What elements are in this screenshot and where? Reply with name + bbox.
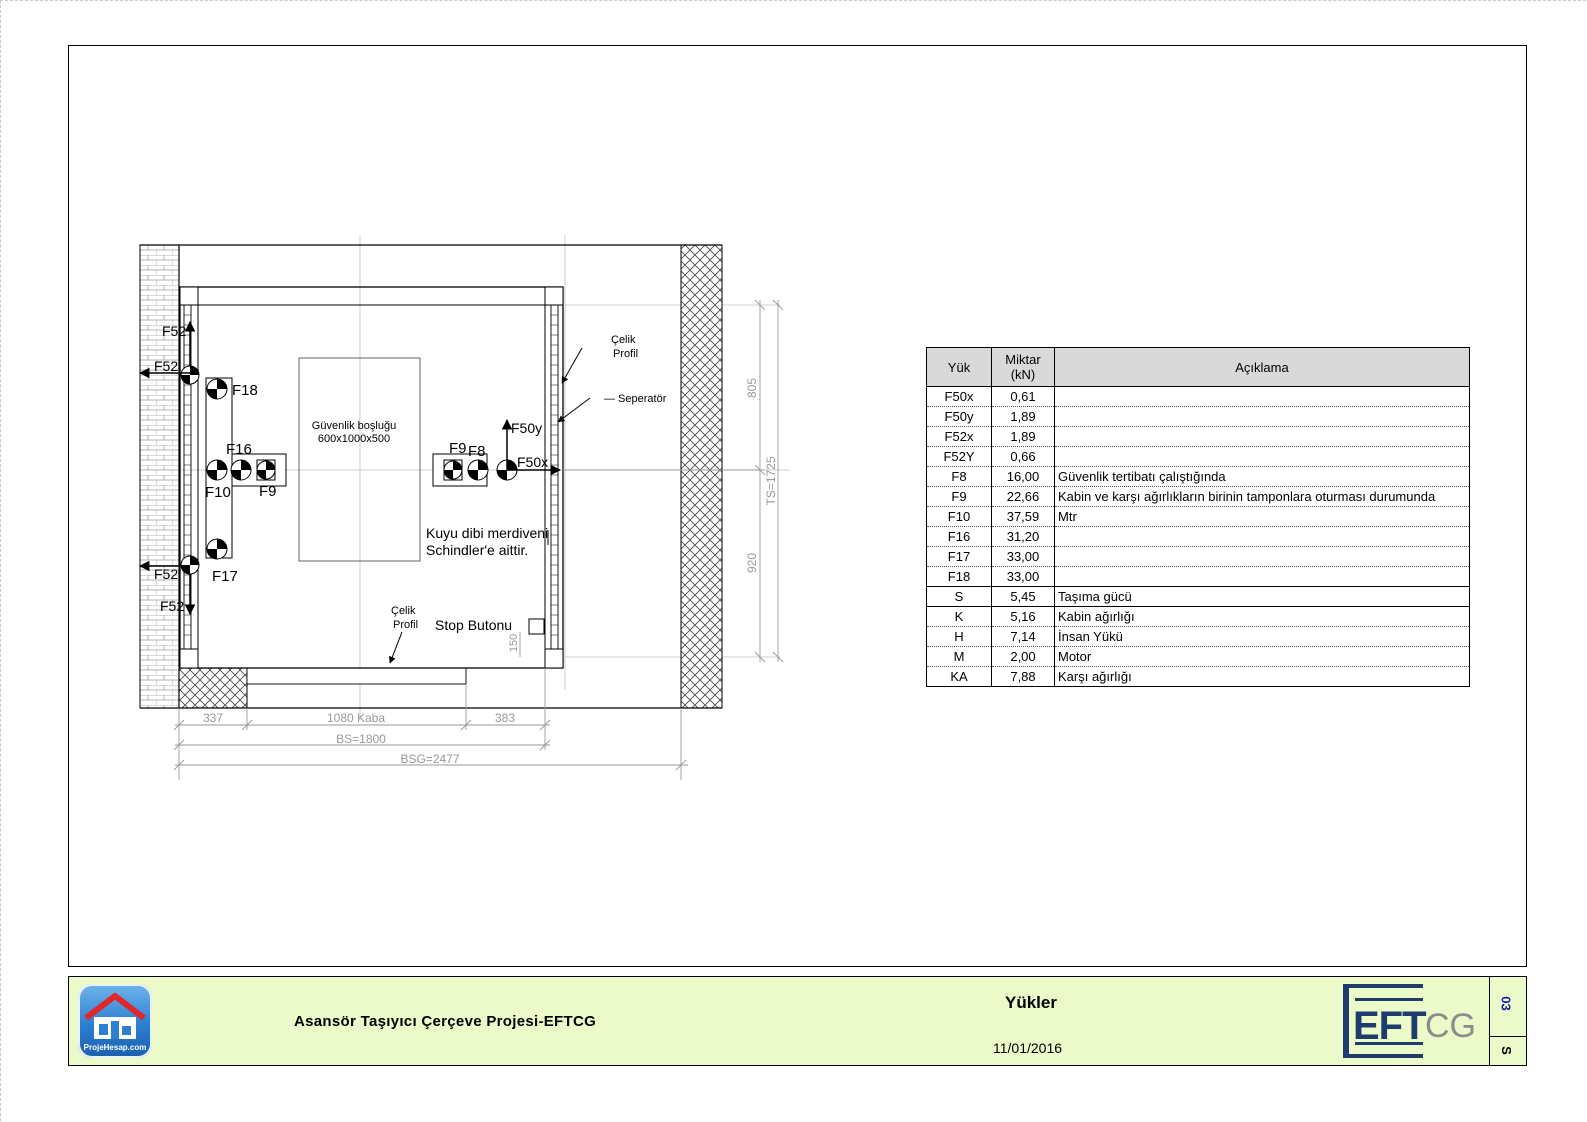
right-concrete-wall (681, 245, 722, 708)
row-amount: 7,88 (992, 667, 1055, 687)
dim-bs: BS=1800 (336, 732, 386, 746)
label-separator: — Seperatör (604, 393, 667, 405)
table-row (927, 467, 1470, 487)
row-amount: 16,00 (992, 467, 1055, 487)
row-description (1055, 407, 1470, 427)
row-description: İnsan Yükü (1055, 627, 1470, 647)
row-load: F16 (927, 527, 992, 547)
row-load: K (927, 607, 992, 627)
row-description: Kabin ağırlığı (1055, 607, 1470, 627)
row-amount: 37,59 (992, 507, 1055, 527)
table-row (927, 507, 1470, 527)
sheet-number: 03 (1498, 996, 1514, 1011)
row-description: Kabin ve karşı ağırlıkların birinin tamponlara oturması durumunda (1055, 487, 1470, 507)
sheet-code: S (1498, 1046, 1514, 1055)
projehesap-logo-text: ProjeHesap.com (83, 1043, 147, 1052)
header-amount-line2: (kN) (1010, 367, 1036, 382)
label-pit-ladder-2: Schindler'e aittir. (426, 542, 529, 558)
label-f8: F8 (468, 443, 486, 460)
table-row (927, 447, 1470, 467)
label-f10: F10 (205, 484, 231, 501)
door-opening (247, 668, 466, 684)
label-steel-profile-bottom-2: Profil (393, 619, 419, 631)
label-pit-ladder-1: Kuyu dibi merdiveni (426, 525, 549, 541)
row-description: Güvenlik tertibatı çalıştığında (1055, 467, 1470, 487)
sheet-code-cell (1489, 977, 1526, 1065)
row-amount: 1,89 (992, 407, 1055, 427)
sheet-title: Yükler (1005, 993, 1057, 1012)
label-f9-right: F9 (449, 440, 467, 457)
loads-table (926, 347, 1470, 687)
label-f50y: F50y (511, 420, 543, 436)
safety-space-box (299, 358, 420, 561)
row-amount: 2,00 (992, 647, 1055, 667)
row-description: Motor (1055, 647, 1470, 667)
table-row (927, 427, 1470, 447)
row-load: F52Y (927, 447, 992, 467)
row-amount: 31,20 (992, 527, 1055, 547)
row-load: F8 (927, 467, 992, 487)
row-amount: 0,61 (992, 387, 1055, 407)
row-amount: 33,00 (992, 567, 1055, 587)
label-f50x: F50x (517, 454, 549, 470)
row-load: F52x (927, 427, 992, 447)
header-description: Açıklama (1055, 348, 1470, 387)
dim-383: 383 (494, 711, 516, 725)
sheet-date: 11/01/2016 (993, 1040, 1063, 1056)
row-amount: 5,45 (992, 587, 1055, 607)
table-row (927, 387, 1470, 407)
label-stop-button: Stop Butonu (435, 617, 513, 633)
eftcg-logo-cg: CG (1425, 1007, 1476, 1045)
row-load: F10 (927, 507, 992, 527)
table-row (927, 527, 1470, 547)
label-steel-profile-bottom-1: Çelik (391, 605, 416, 617)
row-description (1055, 547, 1470, 567)
label-f52-bottom: F52 (160, 598, 185, 614)
row-description (1055, 447, 1470, 467)
label-steel-profile-top-1: Çelik (611, 334, 636, 346)
dim-337: 337 (202, 711, 224, 725)
row-amount: 1,89 (992, 427, 1055, 447)
title-block (68, 976, 1527, 1066)
table-row (927, 547, 1470, 567)
table-row (927, 407, 1470, 427)
dim-ts: TS=1725 (764, 456, 778, 506)
row-description (1055, 527, 1470, 547)
row-description (1055, 567, 1470, 587)
row-load: S (927, 587, 992, 607)
table-row (927, 627, 1470, 647)
stop-button-symbol (529, 619, 544, 634)
row-load: M (927, 647, 992, 667)
table-row (927, 587, 1470, 607)
house-icon (78, 984, 152, 1044)
left-brick-wall (140, 245, 179, 708)
row-load: KA (927, 667, 992, 687)
table-row (927, 667, 1470, 687)
eftcg-logo-text: EFT (1353, 1004, 1426, 1048)
vertical-dimensions (520, 300, 783, 662)
row-amount: 5,16 (992, 607, 1055, 627)
table-row (927, 567, 1470, 587)
row-description (1055, 427, 1470, 447)
dim-1080: 1080 Kaba (326, 711, 386, 725)
label-f18: F18 (232, 382, 258, 399)
row-load: H (927, 627, 992, 647)
dim-150: 150 (508, 633, 520, 653)
row-amount: 0,66 (992, 447, 1055, 467)
row-load: F50y (927, 407, 992, 427)
header-amount-line1: Miktar (1005, 352, 1041, 367)
dim-920: 920 (745, 552, 759, 574)
row-amount: 22,66 (992, 487, 1055, 507)
projehesap-logo[interactable] (78, 984, 152, 1058)
label-f52-top: F52 (162, 323, 187, 339)
table-row (927, 487, 1470, 507)
label-f16: F16 (226, 441, 252, 458)
header-load: Yük (927, 348, 992, 387)
table-row (927, 647, 1470, 667)
row-load: F9 (927, 487, 992, 507)
table-row (927, 607, 1470, 627)
row-amount: 33,00 (992, 547, 1055, 567)
dim-805: 805 (745, 377, 759, 399)
safety-space-line1: Güvenlik boşluğu (311, 420, 397, 432)
label-f9-left: F9 (259, 483, 277, 500)
row-description: Mtr (1055, 507, 1470, 527)
dim-bsg: BSG=2477 (400, 752, 460, 766)
loads-table-header (927, 348, 1470, 387)
label-f17: F17 (212, 568, 238, 585)
row-amount: 7,14 (992, 627, 1055, 647)
project-title: Asansör Taşıyıcı Çerçeve Projesi-EFTCG (294, 1013, 597, 1030)
label-steel-profile-top-2: Profil (613, 348, 639, 360)
label-f52-mid-top: F52 (154, 358, 179, 374)
header-amount (992, 348, 1055, 387)
code-divider (1490, 1036, 1526, 1037)
eftcg-logo[interactable] (1343, 982, 1483, 1060)
row-description: Karşı ağırlığı (1055, 667, 1470, 687)
safety-space-line2: 600x1000x500 (317, 433, 391, 445)
row-load: F18 (927, 567, 992, 587)
row-load: F17 (927, 547, 992, 567)
label-f52-mid-bottom: F52 (154, 566, 179, 582)
row-load: F50x (927, 387, 992, 407)
row-description: Taşıma gücü (1055, 587, 1470, 607)
front-wall-left (179, 668, 247, 708)
row-description (1055, 387, 1470, 407)
